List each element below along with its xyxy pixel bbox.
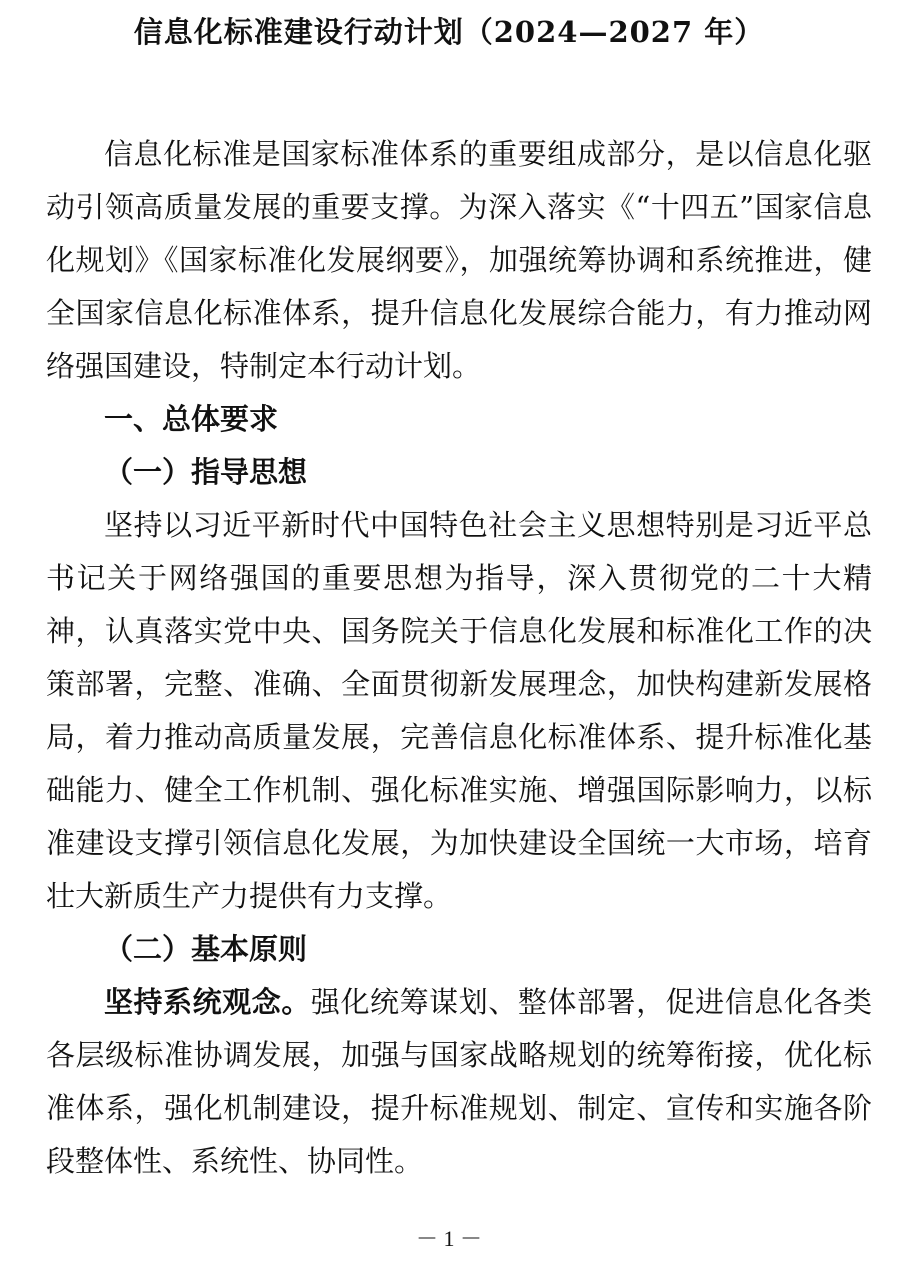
principle-paragraph <box>46 976 872 1188</box>
subsection-heading-guiding-ideology <box>46 446 872 499</box>
document-body <box>46 128 872 1188</box>
principle-lead: 坚持系统观念。 <box>104 985 311 1019</box>
section-heading-overall-requirements: 一、总体要求 <box>104 402 279 436</box>
principle-text: 强化统筹谋划、整体部署，促进信息化各类各层级标准协调发展，加强与国家战略规划的统筹衔接，优化标准体系，强化机制建设，提升标准规划、制定、宣传和实施各阶段整体性、系统性、协同性。 <box>46 985 872 1178</box>
subsection-heading-label: （一）指导思想 <box>104 455 308 489</box>
document-title: 信息化标准建设行动计划（2024—2027 年） <box>133 15 765 49</box>
subsection-heading-basic-principles <box>46 923 872 976</box>
intro-paragraph: 信息化标准是国家标准体系的重要组成部分，是以信息化驱动引领高质量发展的重要支撑。为深入落实《“十四五”国家信息化规划》《国家标准化发展纲要》，加强统筹协调和系统推进，健全国家信息化标准体系，提升信息化发展综合能力，有力推动网络强国建设，特制定本行动计划。 <box>46 137 872 383</box>
page-number: － 1 － <box>415 1226 482 1251</box>
subsection-heading-label: （二）基本原则 <box>104 932 308 966</box>
guiding-ideology-paragraph: 坚持以习近平新时代中国特色社会主义思想特别是习近平总书记关于网络强国的重要思想为指导，深入贯彻党的二十大精神，认真落实党中央、国务院关于信息化发展和标准化工作的决策部署，完整、准确、全面贯彻新发展理念，加快构建新发展格局，着力推动高质量发展，完善信息化标准体系、提升标准化基础能力、健全工作机制、强化标准实施、增强国际影响力，以标准建设支撑引领信息化发展，为加快建设全国统一大市场，培育壮大新质生产力提供有力支撑。 <box>46 508 872 913</box>
